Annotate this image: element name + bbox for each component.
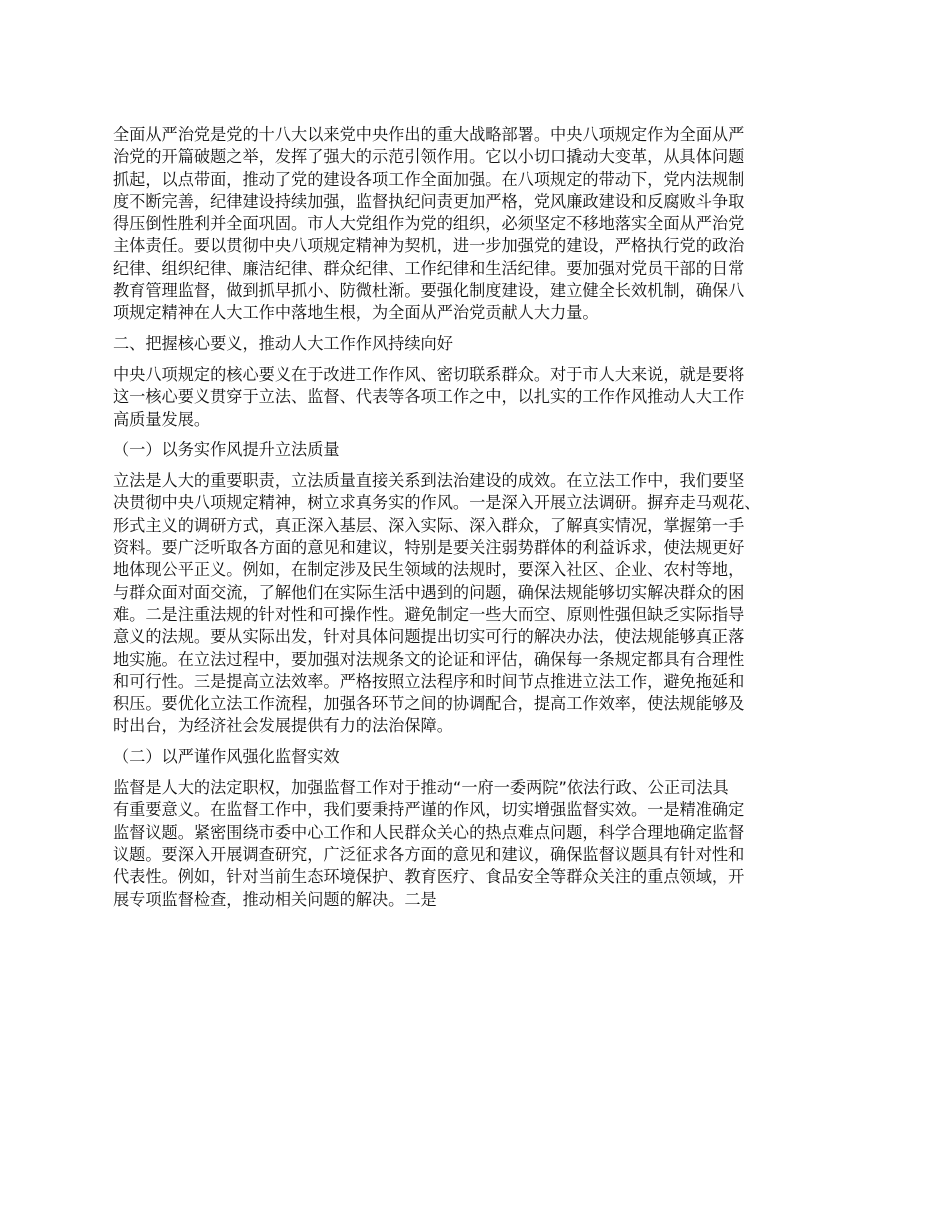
- text-line: 时出台，为经济社会发展提供有力的法治保障。: [113, 716, 453, 736]
- text-line: 和可行性。三是提高立法效率。严格按照立法程序和时间节点推进立法工作，避免拖延和: [113, 671, 745, 691]
- text-line: 与群众面对面交流，了解他们在实际生活中遇到的问题，确保法规能够切实解决群众的困: [113, 582, 745, 602]
- subsection-heading-2: [113, 746, 850, 768]
- text-line: 这一核心要义贯穿于立法、监督、代表等各项工作之中，以扎实的工作作风推动人大工作: [113, 387, 745, 407]
- text-line: 监督议题。紧密围绕市委中心工作和人民群众关心的热点难点问题，科学合理地确定监督: [113, 822, 745, 842]
- text-line: 高质量发展。: [113, 409, 211, 429]
- core-essence-paragraph: [113, 364, 850, 431]
- intro-paragraph: [113, 124, 850, 325]
- text-line: 资料。要广泛听取各方面的意见和建议，特别是要关注弱势群体的利益诉求，使法规更好: [113, 538, 745, 558]
- heading-text: （一）以务实作风提升立法质量: [113, 440, 340, 460]
- text-line: 教育管理监督，做到抓早抓小、防微杜渐。要强化制度建设，建立健全长效机制，确保八: [113, 281, 745, 301]
- legislation-paragraph: [113, 470, 850, 738]
- text-line: 形式主义的调研方式，真正深入基层、深入实际、深入群众，了解真实情况，掌握第一手: [113, 515, 745, 535]
- text-line: 度不断完善，纪律建设持续加强，监督执纪问责更加严格，党风廉政建设和反腐败斗争取: [113, 191, 745, 211]
- text-line: 全面从严治党是党的十八大以来党中央作出的重大战略部署。中央八项规定作为全面从严: [113, 125, 745, 144]
- text-line: 难。二是注重法规的针对性和可操作性。避免制定一些大而空、原则性强但缺乏实际指导: [113, 604, 745, 624]
- text-line: 主体责任。要以贯彻中央八项规定精神为契机，进一步加强党的建设，严格执行党的政治: [113, 236, 745, 256]
- heading-text: 二、把握核心要义，推动人大工作作风持续向好: [113, 334, 453, 354]
- text-line: 地体现公平正义。例如，在制定涉及民生领域的法规时，要深入社区、企业、农村等地，: [113, 560, 745, 580]
- text-line: 地实施。在立法过程中，要加强对法规条文的论证和评估，确保每一条规定都具有合理性: [113, 649, 745, 669]
- text-line: 展专项监督检查，推动相关问题的解决。二是: [113, 889, 437, 909]
- text-line: 意义的法规。要从实际出发，针对具体问题提出切实可行的解决办法，使法规能够真正落: [113, 627, 745, 647]
- text-line: 抓起，以点带面，推动了党的建设各项工作全面加强。在八项规定的带动下，党内法规制: [113, 169, 745, 189]
- text-line: 代表性。例如，针对当前生态环境保护、教育医疗、食品安全等群众关注的重点领域，开: [113, 867, 745, 887]
- text-line: 得压倒性胜利并全面巩固。市人大党组作为党的组织，必须坚定不移地落实全面从严治党: [113, 214, 745, 234]
- supervision-paragraph: [113, 777, 850, 911]
- text-line: 中央八项规定的核心要义在于改进工作作风、密切联系群众。对于市人大来说，就是要将: [113, 364, 745, 384]
- text-line: 纪律、组织纪律、廉洁纪律、群众纪律、工作纪律和生活纪律。要加强对党员干部的日常: [113, 258, 745, 278]
- text-line: 治党的开篇破题之举，发挥了强大的示范引领作用。它以小切口撬动大变革，从具体问题: [113, 147, 745, 167]
- text-line: 监督是人大的法定职权，加强监督工作对于推动“一府一委两院”依法行政、公正司法具: [113, 778, 729, 798]
- heading-text: （二）以严谨作风强化监督实效: [113, 747, 340, 767]
- subsection-heading-1: [113, 439, 850, 461]
- text-line: 决贯彻中央八项规定精神，树立求真务实的作风。一是深入开展立法调研。摒弃走马观花、: [113, 493, 761, 513]
- text-line: 有重要意义。在监督工作中，我们要秉持严谨的作风，切实增强监督实效。一是精准确定: [113, 800, 745, 820]
- text-line: 议题。要深入开展调查研究，广泛征求各方面的意见和建议，确保监督议题具有针对性和: [113, 844, 745, 864]
- text-line: 项规定精神在人大工作中落地生根，为全面从严治党贡献人大力量。: [113, 303, 599, 323]
- text-line: 积压。要优化立法工作流程，加强各环节之间的协调配合，提高工作效率，使法规能够及: [113, 694, 745, 714]
- text-line: 立法是人大的重要职责，立法质量直接关系到法治建设的成效。在立法工作中，我们要坚: [113, 471, 745, 491]
- section-heading-2: [113, 333, 850, 355]
